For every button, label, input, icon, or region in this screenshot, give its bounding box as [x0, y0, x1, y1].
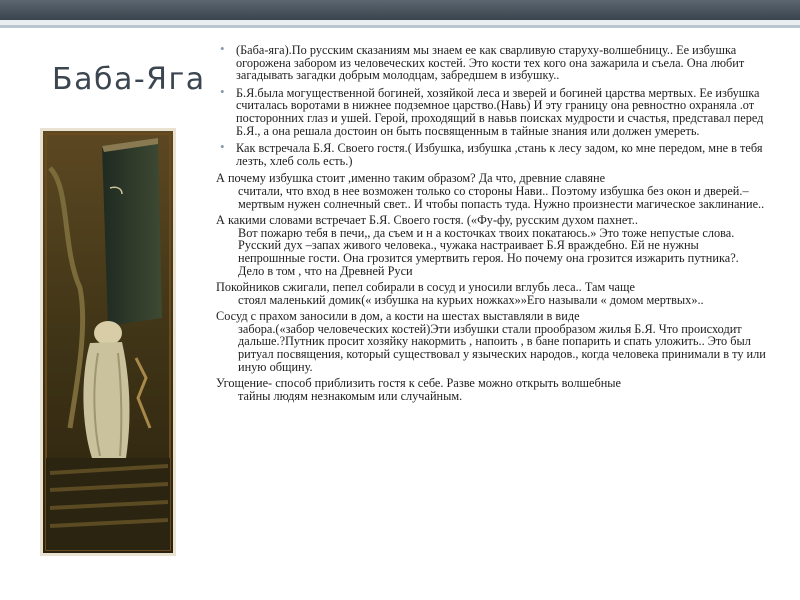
- bullet-list: [216, 41, 766, 168]
- top-banner: [0, 0, 800, 20]
- slide-body: [216, 41, 766, 406]
- paragraph-first-line: А почему избушка стоит ,именно таким образом? Да что, древние славяне: [216, 171, 606, 186]
- bullet-dot-icon: •: [220, 41, 225, 56]
- paragraph-continuation: тайны людям незнакомым или случайным.: [238, 388, 463, 403]
- baba-yaga-painting: [40, 128, 176, 556]
- slide-title: Баба-Яга: [52, 62, 206, 97]
- list-item: [216, 41, 766, 83]
- bullet-dot-icon: •: [220, 139, 225, 155]
- list-item: [216, 139, 766, 168]
- paragraph: [216, 310, 766, 373]
- paragraph-continuation: считали, что вход в нее возможен только со стороны Нави.. Поэтому избушка без окон и дверей.–мертвым нужен солнечный свет.. И чтобы попасть туда. Нужно произнести магическое заклинание..: [238, 183, 765, 211]
- paragraph: [216, 377, 766, 402]
- paragraph-first-line: Угощение- способ приблизить гостя к себе. Разве можно открыть волшебные: [216, 376, 622, 391]
- bullet-text: Б.Я.была могущественной богиней, хозяйкой леса и зверей и богиней царства мертвых. Ее избушка считалась воротами в нижнее подземное царство.(Навь) И эту границу она ревностно охраняла .от посторонних глаз и ушей. Герой, проходящий в навьв поисках мудрости и счастья, представал перед Б.Я., а она решала достоин он быть посвященным в тайные знания или должен умереть.: [236, 85, 764, 138]
- bullet-text: Как встречала Б.Я. Своего гостя.( Избушка, избушка ,стань к лесу задом, ко мне передом, мне в тебя лезть, хлеб соль есть.): [236, 141, 763, 168]
- paragraph-continuation: стоял маленький домик(« избушка на курьих ножках»»Его называли « домом мертвых»..: [238, 292, 704, 307]
- list-item: [216, 83, 766, 138]
- paragraph-continuation: Вот пожарю тебя в печи,, да съем и н а косточках твоих покатаюсь.» Это тоже непустые слова. Русский дух –запах живого человека., чужака настраивает Б.Я враждебно. Ей не нужны непрошнные гости. Она грозится умертвить героя. Но почему она грозится изжарить путника?. Дело в том , что на Древней Руси: [238, 225, 739, 278]
- banner-stripe-lower: [0, 25, 800, 28]
- paragraph-first-line: Покойников сжигали, пепел собирали в сосуд и уносили вглубь леса.. Там чаще: [216, 280, 635, 295]
- bullet-text: (Баба-яга).По русским сказаниям мы знаем ее как сварливую старуху-волшебницу.. Ее избушка огорожена забором из человеческих костей. Это кости тех кого она зажарила и съела. Она любит загадывать загадки добрым молодцам, забредшем в избушку..: [236, 43, 745, 83]
- paragraph-continuation: забора.(«забор человеческих костей)Эти избушки стали прообразом жилья Б.Я. Что происходит дальше.?Путник просит хозяйку накормить , напоить , в бане попарить и спать уложить.. Это был ритуал посвящения, который существовал у языческих народов., когда человека принимали в ту или иную общину.: [238, 321, 766, 374]
- bullet-dot-icon: •: [220, 83, 225, 99]
- paragraph: [216, 214, 766, 277]
- paragraph-first-line: А какими словами встречает Б.Я. Своего гостя. («Фу-фу, русским духом пахнет..: [216, 213, 638, 228]
- paragraph-first-line: Сосуд с прахом заносили в дом, а кости на шестах выставляли в виде: [216, 309, 580, 324]
- paragraph: [216, 281, 766, 306]
- paragraph: [216, 172, 766, 210]
